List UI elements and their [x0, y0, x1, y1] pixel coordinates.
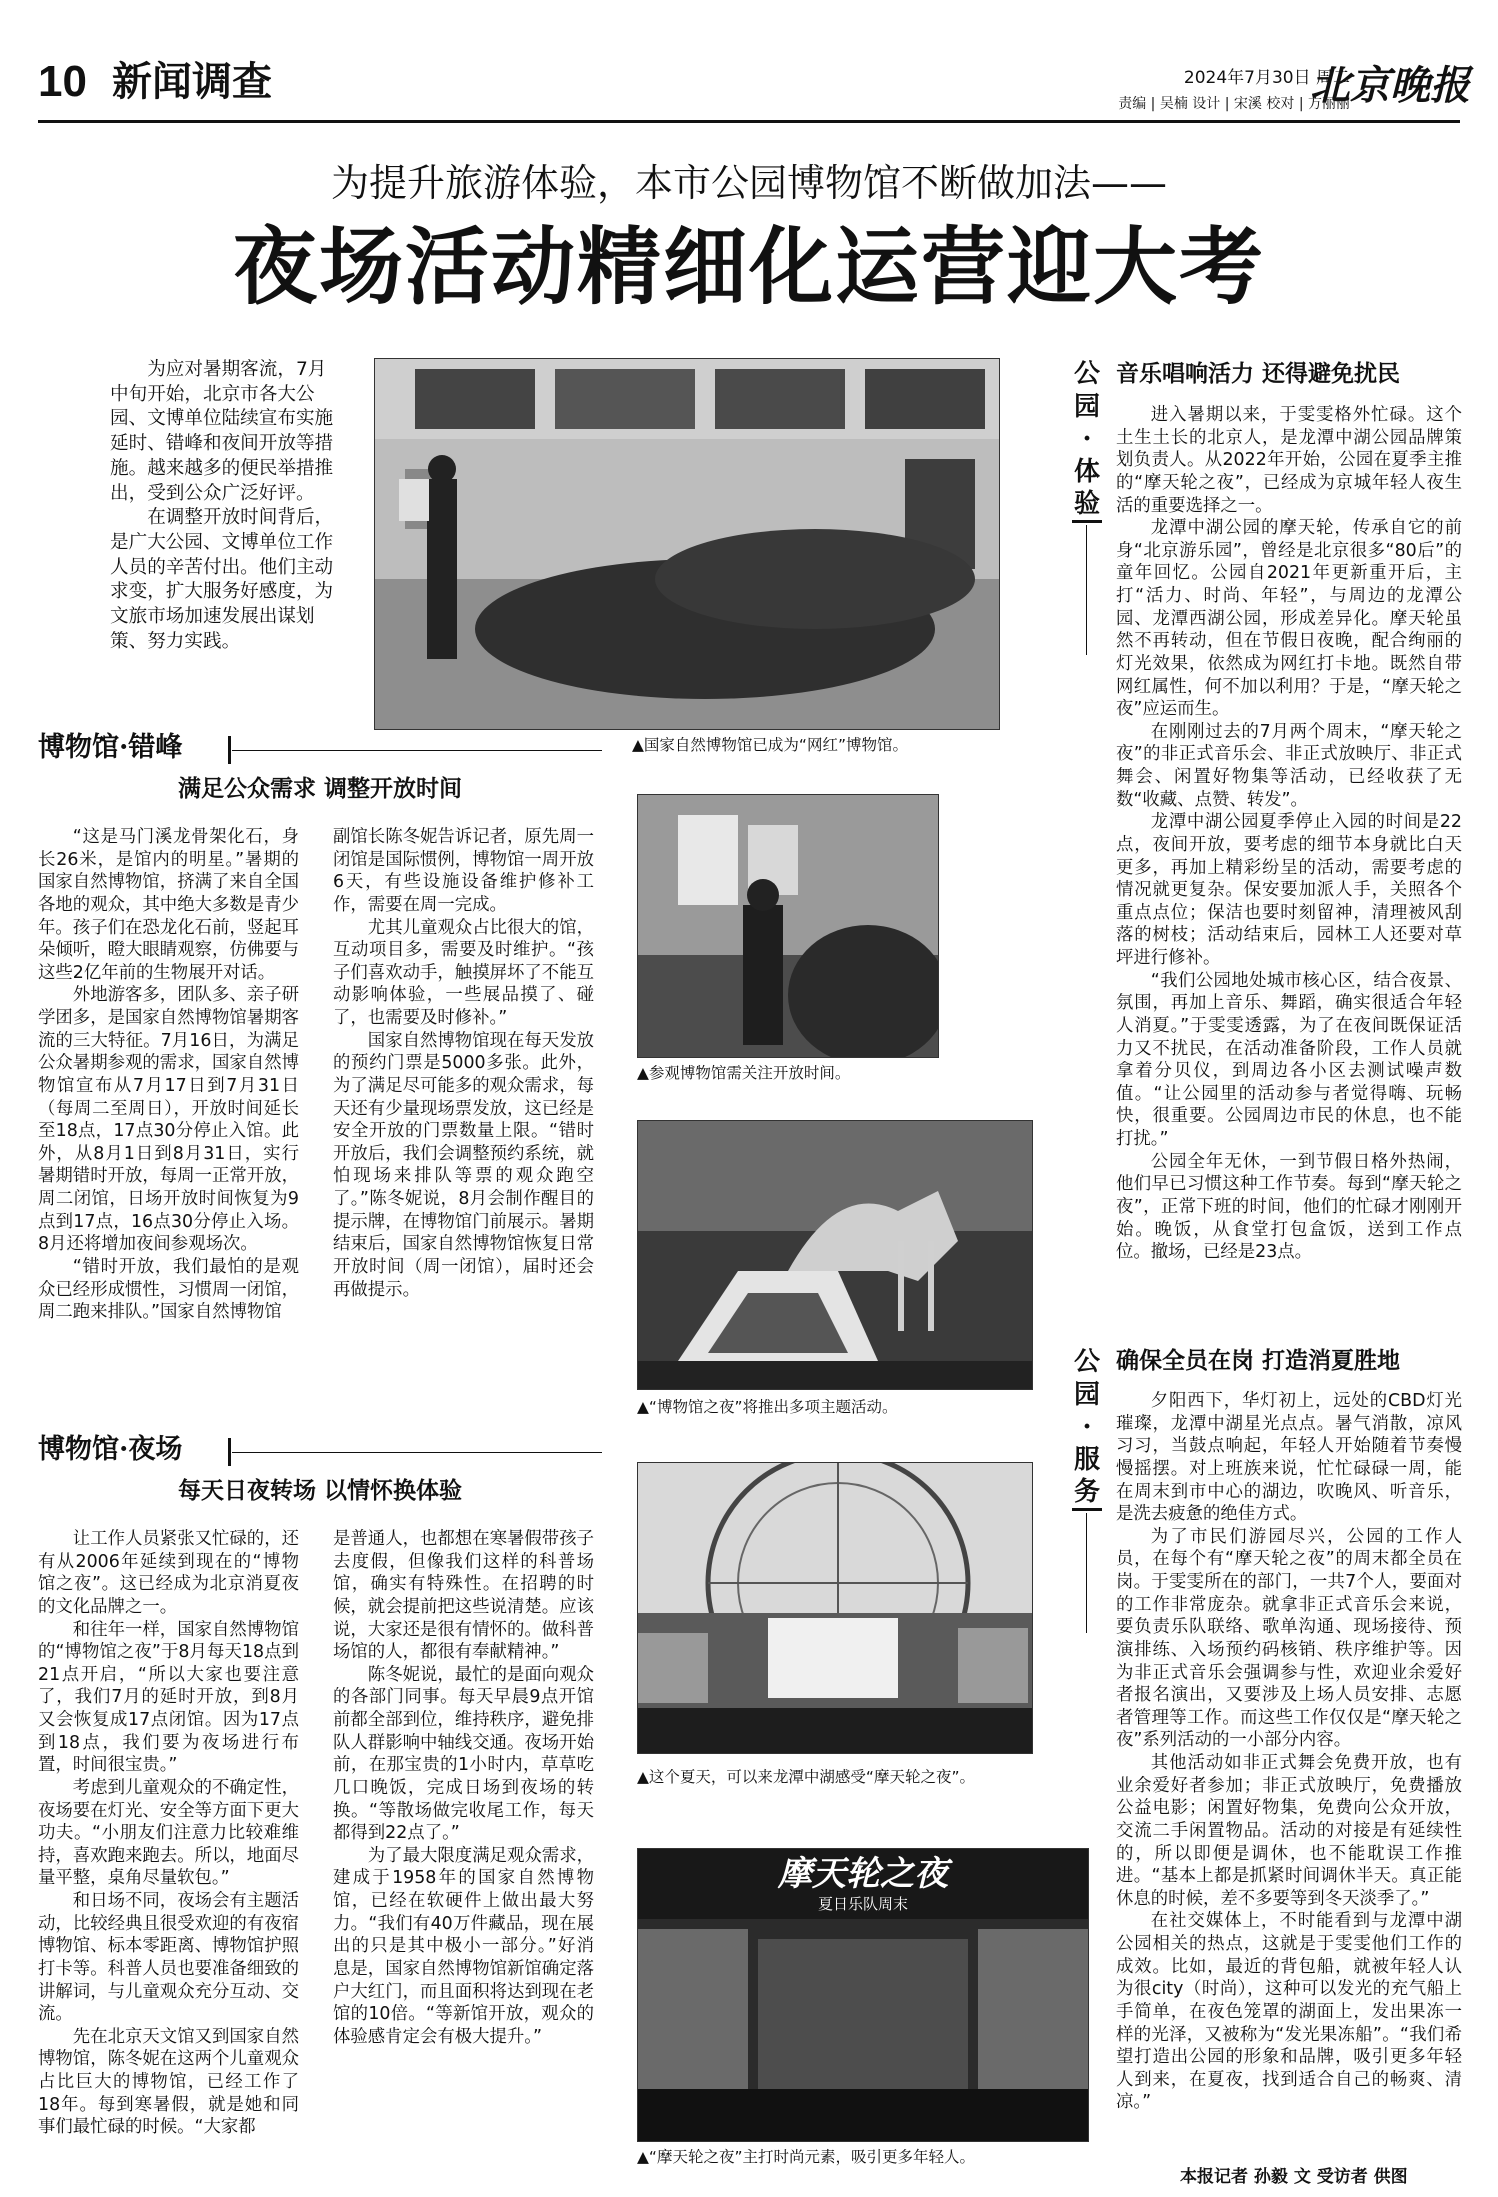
section-name: 新闻调查 — [112, 59, 272, 105]
museum-night-photo — [637, 1120, 1033, 1390]
s1c1-p2: 外地游客多，团队多、亲子研学团多，是国家自然博物馆暑期客流的三大特征。7月16日，为满足公众暑期参观的需求，国家自然博物馆宣布从7月17日到7月31日（每周二至周日），开放时间延长至18点，17点30分停止入馆。此外，从8月1日到8月31日，实行暑期错时开放，每周一正常开放，周二闭馆，日场开放时间恢复为9点到17点，16点30分停止入场。8月还将增加夜间参观场次。 — [38, 985, 299, 1255]
s2c2-p3: 为了最大限度满足观众需求，建成于1958年的国家自然博物馆，已经在软硬件上做出最大努力。“我们有40万件藏品，现在展出的只是其中极小一部分。”好消息是，国家自然博物馆新馆确定落户大红门，而且面积将达到现在老馆的10倍。“等新馆开放，观众的体验感肯定会有极大提升。” — [333, 1845, 594, 2047]
section3-column — [1116, 404, 1462, 1264]
museum-visitors-photo — [637, 794, 939, 1058]
caption-5: ▲“摩天轮之夜”主打时尚元素，吸引更多年轻人。 — [637, 2148, 975, 2166]
ferris-wheel-night-photo — [637, 1462, 1033, 1754]
s2c1-p4: 和日场不同，夜场会有主题活动，比较经典且很受欢迎的有夜宿博物馆、标本零距离、博物馆护照打卡等。科普人员也要准备细致的讲解词，与儿童观众充分互动、交流。 — [38, 1891, 299, 2025]
editorial-staff: 责编 | 吴楠 设计 | 宋溪 校对 | 方丽丽 — [1118, 96, 1350, 112]
museum-visitors-illustration — [638, 795, 938, 1057]
section4-column — [1116, 1390, 1462, 2114]
s1c1-p1: “这是马门溪龙骨架化石，身长26米，是馆内的明星。”暑期的国家自然博物馆，挤满了来自全国各地的观众，其中绝大多数是青少年。孩子们在恐龙化石前，竖起耳朵倾听，瞪大眼睛观察，仿佛要与这些2亿年前的生物展开对话。 — [38, 827, 299, 983]
s3-p1: 进入暑期以来，于雯雯格外忙碌。这个土生土长的北京人，是龙潭中湖公园品牌策划负责人。从2022年开始，公园在夏季主推的“摩天轮之夜”，已经成为京城年轻人夜生活的重要选择之一。 — [1116, 405, 1462, 516]
s1c2-p1: 副馆长陈冬妮告诉记者，原先周一闭馆是国际惯例，博物馆一周开放6天，有些设施设备维护修补工作，需要在周一完成。 — [333, 827, 594, 915]
section-subtitle-museum-offpeak: 满足公众需求 调整开放时间 — [177, 776, 462, 802]
s1c2-p2: 尤其儿童观众占比很大的馆，互动项目多，需要及时维护。“孩子们喜欢动手，触摸屏坏了不能互动影响体验，一些展品摸了、碰了，也需要及时修补。” — [333, 917, 594, 1028]
s3-p3: 在刚刚过去的7月两个周末，“摩天轮之夜”的非正式音乐会、非正式放映厅、非正式舞会、闲置好物集等活动，已经收获了无数“收藏、点赞、转发”。 — [1116, 721, 1462, 810]
kicker-headline: 为提升旅游体验，本市公园博物馆不断做加法—— — [330, 161, 1167, 205]
s2c1-p5: 先在北京天文馆又到国家自然博物馆，陈冬妮在这两个儿童观众占比巨大的博物馆，已经工作了18年。每到寒暑假，就是她和同事们最忙碌的时候。“大家都 — [38, 2026, 299, 2138]
caption-2: ▲参观博物馆需关注开放时间。 — [637, 1064, 851, 1082]
s4-p4: 在社交媒体上，不时能看到与龙潭中湖公园相关的热点，这就是于雯雯他们工作的成效。比如，最近的背包船，就被年轻人认为很city（时尚），这种可以发光的充气船上手简单，在夜色笼罩的湖面上，发出果冻一样的光泽，又被称为“发光果冻船”。“我们希望打造出公园的形象和品牌，吸引更多年轻人到来，在夏夜，找到适合自己的畅爽、清凉。” — [1116, 1911, 1462, 2113]
section1-col2 — [333, 826, 594, 1301]
section-title-line — [232, 750, 602, 751]
stage-banner-subtitle: 夏日乐队周末 — [817, 1895, 908, 1913]
museum-hall-illustration — [375, 359, 999, 729]
vertical-title-park-experience: 公园·体验 — [1073, 359, 1100, 519]
s4-p3: 其他活动如非正式舞会免费开放，也有业余爱好者参加；非正式放映厅，免费播放公益电影；闲置好物集，免费向公众开放，交流二手闲置物品。活动的对接是有延续性的，所以即便是调休，也不能耽误工作推进。“基本上都是抓紧时间调休半天。真正能休息的时候，差不多要等到冬天淡季了。” — [1116, 1753, 1462, 1909]
section-title-bar — [228, 1438, 231, 1466]
vertical-title-rule — [1072, 520, 1102, 523]
vertical-title-park-service: 公园·服务 — [1073, 1347, 1100, 1507]
s1c2-p3: 国家自然博物馆现在每天发放的预约门票是5000多张。此外，为了满足尽可能多的观众需求，每天还有少量现场票发放，这已经是安全开放的门票数量上限。“错时开放后，我们会调整预约系统，就怕现场来排队等票的观众跑空了。”陈冬妮说，8月会制作醒目的提示牌，在博物馆门前展示。暑期结束后，国家自然博物馆恢复日常开放时间（周一闭馆），届时还会再做提示。 — [333, 1030, 594, 1300]
main-headline: 夜场活动精细化运营迎大考 — [232, 218, 1265, 316]
s2c1-p1: 让工作人员紧张又忙碌的，还有从2006年延续到现在的“博物馆之夜”。这已经成为北京消夏夜的文化品牌之一。 — [38, 1529, 299, 1617]
header-rule — [38, 120, 1460, 123]
vertical-title-line — [1086, 525, 1087, 655]
section-title-museum-night: 博物馆·夜场 — [38, 1434, 183, 1465]
section-subtitle-park-experience: 音乐唱响活力 还得避免扰民 — [1116, 361, 1401, 387]
museum-night-illustration — [638, 1121, 1032, 1389]
section2-col1 — [38, 1528, 299, 2139]
caption-4: ▲这个夏天，可以来龙潭中湖感受“摩天轮之夜”。 — [637, 1768, 975, 1786]
section1-col1 — [38, 826, 299, 1324]
s2c2-p1: 是普通人，也都想在寒暑假带孩子去度假，但像我们这样的科普场馆，确实有特殊性。在招聘的时候，就会提前把这些说清楚。应该说，大家还是很有情怀的。做科普场馆的人，都很有奉献精神。” — [333, 1529, 594, 1663]
s3-p6: 公园全年无休，一到节假日格外热闹，他们早已习惯这种工作节奏。每到“摩天轮之夜”，正常下班的时间，他们的忙碌才刚刚开始。晚饭，从食堂打包盒饭，送到工作点位。撤场，已经是23点。 — [1116, 1151, 1462, 1263]
section-title-line — [232, 1452, 602, 1453]
s4-p1: 夕阳西下，华灯初上，远处的CBD灯光璀璨，龙潭中湖星光点点。暑气消散，凉风习习，当鼓点响起，年轻人开始随着节奏慢慢摇摆。对上班族来说，忙忙碌碌一周，能在周末到市中心的湖边，吹晚风、听音乐，是洗去疲惫的绝佳方式。 — [1116, 1391, 1462, 1525]
lead-p2: 在调整开放时间背后，是广大公园、文博单位工作人员的辛苦付出。他们主动求变，扩大服务好感度，为文旅市场加速发展出谋划策、努力实践。 — [110, 507, 334, 652]
page-number: 10 — [38, 57, 87, 106]
lead-paragraphs — [110, 358, 338, 655]
ferris-wheel-stage-photo — [637, 1848, 1089, 2142]
section-subtitle-museum-night: 每天日夜转场 以情怀换体验 — [177, 1478, 462, 1504]
vertical-title-line — [1086, 1513, 1087, 1633]
caption-3: ▲“博物馆之夜”将推出多项主题活动。 — [637, 1398, 898, 1416]
stage-banner-title: 摩天轮之夜 — [778, 1854, 948, 1894]
section-title-museum-offpeak: 博物馆·错峰 — [38, 732, 183, 763]
museum-hall-photo — [374, 358, 1000, 730]
newspaper-logo: 北京晚报 — [1310, 62, 1470, 109]
ferris-wheel-illustration — [638, 1463, 1032, 1753]
s3-p2: 龙潭中湖公园的摩天轮，传承自它的前身“北京游乐园”，曾经是北京很多“80后”的童年回忆。公园自2021年更新重开后，主打“活力、时尚、年轻”，与周边的龙潭公园、龙潭西湖公园，形成差异化。摩天轮虽然不再转动，但在节假日夜晚，配合绚丽的灯光效果，依然成为网红打卡地。既然自带网红属性，何不加以利用？于是，“摩天轮之夜”应运而生。 — [1116, 518, 1462, 720]
lead-p1: 为应对暑期客流，7月中旬开始，北京市各大公园、文博单位陆续宣布实施延时、错峰和夜间开放等措施。越来越多的便民举措推出，受到公众广泛好评。 — [110, 359, 334, 504]
s1c1-p3: “错时开放，我们最怕的是观众已经形成惯性，习惯周一闭馆，周二跑来排队。”国家自然博物馆 — [38, 1256, 299, 1323]
issue-date: 2024年7月30日 周二 — [1183, 68, 1350, 88]
s2c1-p2: 和往年一样，国家自然博物馆的“博物馆之夜”于8月每天18点到21点开启，“所以大家也要注意了，我们7月的延时开放，到8月又会恢复成17点闭馆。因为17点到18点，我们要为夜场进行布置，时间很宝贵。” — [38, 1619, 299, 1776]
caption-1: ▲国家自然博物馆已成为“网红”博物馆。 — [632, 736, 908, 754]
s2c2-p2: 陈冬妮说，最忙的是面向观众的各部门同事。每天早晨9点开馆前都全部到位，维持秩序，避免排队人群影响中轴线交通。夜场开始前，在那宝贵的1小时内，草草吃几口晚饭，完成日场到夜场的转换。“等散场做完收尾工作，每天都得到22点了。” — [333, 1664, 594, 1844]
s2c1-p3: 考虑到儿童观众的不确定性，夜场要在灯光、安全等方面下更大功夫。“小朋友们注意力比较难维持，喜欢跑来跑去。所以，地面尽量平整，桌角尽量软包。” — [38, 1777, 299, 1889]
section-title-bar — [228, 736, 231, 764]
byline: 本报记者 孙毅 文 受访者 供图 — [1180, 2167, 1408, 2187]
s3-p4: 龙潭中湖公园夏季停止入园的时间是22点，夜间开放，要考虑的细节本身就比白天更多，再加上精彩纷呈的活动，需要考虑的情况就更复杂。保安要加派人手，关照各个重点点位；保洁也要时刻留神，清理被风刮落的树枝；活动结束后，园林工人还要对草坪进行修补。 — [1116, 812, 1462, 968]
s3-p5: “我们公园地处城市核心区，结合夜景、氛围，再加上音乐、舞蹈，确实很适合年轻人消夏。”于雯雯透露，为了在夜间既保证活力又不扰民，在活动准备阶段，工作人员就拿着分贝仪，到周边各小区去测试噪声数值。“让公园里的活动参与者觉得嗨、玩畅快，很重要。公园周边市民的休息，也不能打扰。” — [1116, 970, 1462, 1149]
section-subtitle-park-service: 确保全员在岗 打造消夏胜地 — [1116, 1348, 1401, 1374]
s4-p2: 为了市民们游园尽兴，公园的工作人员，在每个有“摩天轮之夜”的周末都全员在岗。于雯雯所在的部门，一共7个人，要面对的工作非常庞杂。就拿非正式音乐会来说，要负责乐队联络、歌单沟通、现场接待、预演排练、入场预约码核销、秩序维护等。因为非正式音乐会强调参与性，欢迎业余爱好者报名演出，又要涉及上场人员安排、志愿者管理等工作。而这些工作仅仅是“摩天轮之夜”系列活动的一小部分内容。 — [1116, 1526, 1462, 1751]
vertical-title-rule — [1072, 1508, 1102, 1511]
section2-col2 — [333, 1528, 594, 2048]
